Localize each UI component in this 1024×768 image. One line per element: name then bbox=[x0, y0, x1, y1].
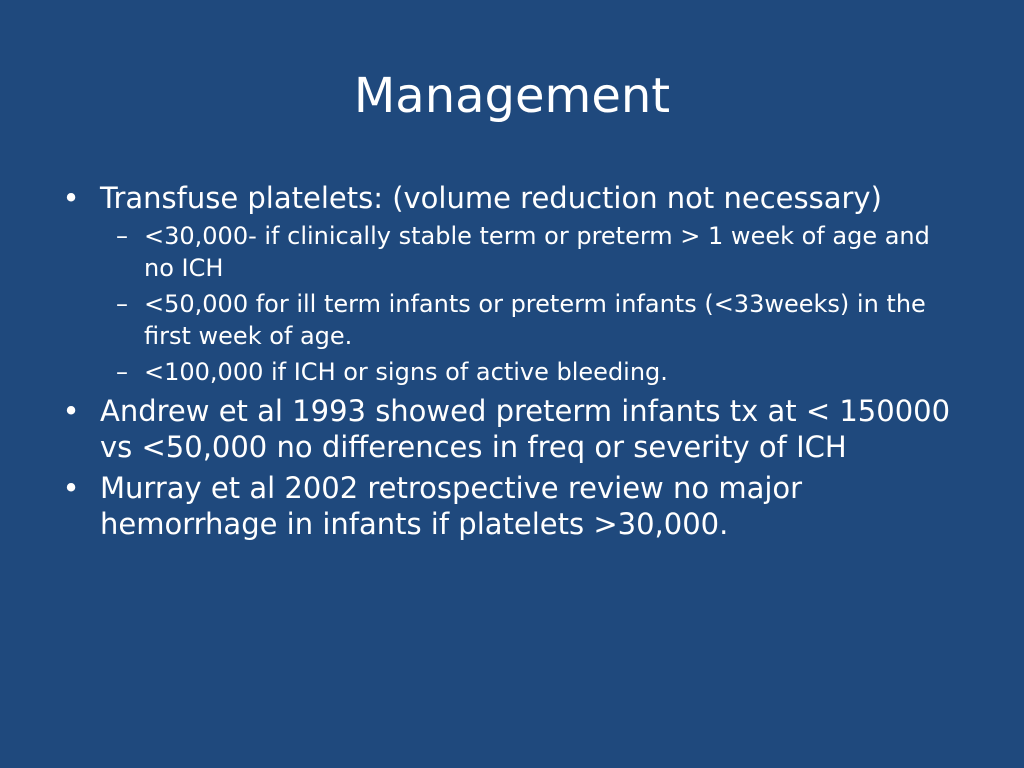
sub-bullet-text: <30,000- if clinically stable term or preterm > 1 week of age and no ICH bbox=[144, 222, 930, 282]
bullet-item bbox=[56, 470, 966, 542]
dash-icon: – bbox=[116, 290, 128, 318]
bullet-text: Transfuse platelets: (volume reduction not necessary) bbox=[100, 181, 882, 215]
bullet-icon: • bbox=[62, 471, 80, 505]
bullet-icon: • bbox=[62, 394, 80, 428]
slide-body bbox=[56, 180, 966, 547]
sub-bullet-text: <50,000 for ill term infants or preterm infants (<33weeks) in the first week of age. bbox=[144, 290, 926, 350]
slide-title: Management bbox=[353, 68, 671, 124]
sub-bullet-list bbox=[100, 220, 966, 388]
sub-bullet-item bbox=[100, 356, 966, 388]
bullet-text: Murray et al 2002 retrospective review no major hemorrhage in infants if platelets >30,000. bbox=[100, 471, 803, 541]
dash-icon: – bbox=[116, 222, 128, 250]
bullet-text: Andrew et al 1993 showed preterm infants tx at < 150000 vs <50,000 no differences in freq or severity of ICH bbox=[100, 394, 951, 464]
sub-bullet-item bbox=[100, 220, 966, 284]
bullet-item bbox=[56, 393, 966, 465]
sub-bullet-item bbox=[100, 288, 966, 352]
bullet-item bbox=[56, 180, 966, 388]
bullet-icon: • bbox=[62, 181, 80, 215]
sub-bullet-text: <100,000 if ICH or signs of active bleeding. bbox=[144, 358, 668, 386]
dash-icon: – bbox=[116, 358, 128, 386]
